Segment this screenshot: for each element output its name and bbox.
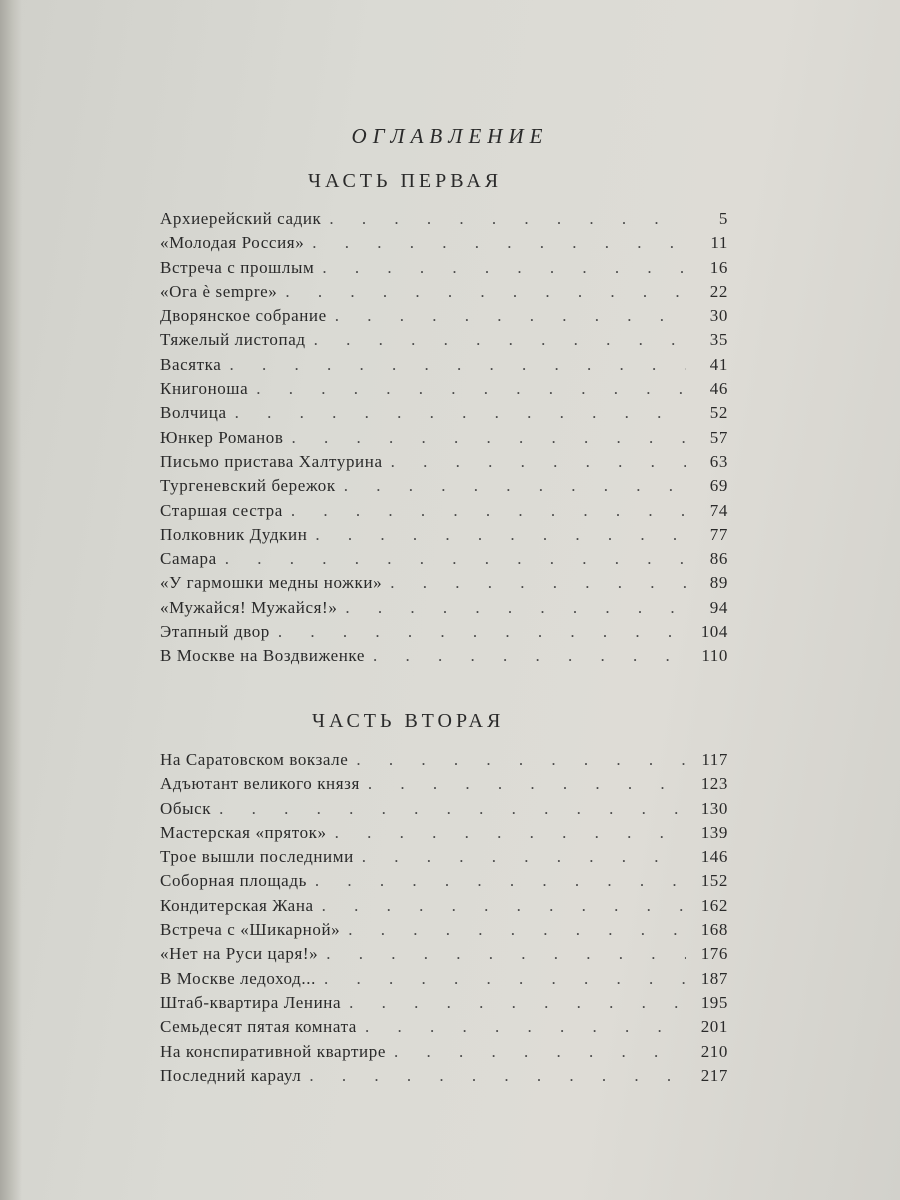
toc-entry-title: Адъютант великого князя: [160, 774, 360, 794]
toc-entry-title: Кондитерская Жана: [160, 895, 314, 915]
part-one-entries: [160, 209, 728, 671]
toc-entry: [160, 823, 728, 847]
toc-entry-page: 162: [700, 895, 728, 915]
part-two-title: ЧАСТЬ ВТОРАЯ: [312, 710, 505, 732]
toc-entry: [160, 774, 728, 798]
toc-entry-title: Письмо пристава Халтурина: [160, 451, 383, 471]
toc-entry: [160, 920, 728, 944]
toc-entry-page: 210: [700, 1041, 728, 1061]
toc-leader-dots: [390, 573, 686, 593]
toc-leader-dots: [335, 823, 686, 843]
toc-entry-page: 187: [700, 968, 728, 988]
toc-entry: [160, 403, 728, 427]
part-one-title: ЧАСТЬ ПЕРВАЯ: [308, 170, 503, 192]
toc-leader-dots: [373, 646, 686, 666]
toc-entry-title: «Нет на Руси царя!»: [160, 944, 319, 964]
toc-entry-title: Дворянское собрание: [160, 306, 327, 326]
toc-entry: [160, 330, 728, 354]
toc-entry: [160, 306, 728, 330]
toc-leader-dots: [278, 622, 686, 642]
toc-entry-title: Самара: [160, 549, 217, 569]
toc-leader-dots: [322, 258, 686, 278]
toc-entry-title: Встреча с «Шикарной»: [160, 920, 341, 940]
toc-leader-dots: [368, 774, 686, 794]
toc-leader-dots: [225, 549, 686, 569]
toc-leader-dots: [256, 379, 686, 399]
toc-leader-dots: [315, 525, 686, 545]
toc-entry: [160, 799, 728, 823]
toc-entry-title: Архиерейский садик: [160, 209, 322, 228]
toc-entry-page: 94: [709, 597, 728, 617]
toc-entry: [160, 847, 728, 871]
toc-leader-dots: [235, 403, 686, 423]
toc-leader-dots: [322, 896, 686, 916]
toc-entry: [160, 1066, 728, 1090]
toc-entry-title: В Москве на Воздвиженке: [160, 646, 365, 666]
toc-leader-dots: [348, 920, 686, 940]
toc-entry-page: 11: [710, 233, 728, 253]
toc-entry-page: 74: [709, 500, 728, 520]
toc-entry-title: Полковник Дудкин: [160, 524, 308, 544]
toc-entry-page: 30: [709, 306, 728, 326]
toc-leader-dots: [345, 598, 686, 618]
toc-leader-dots: [292, 428, 686, 448]
toc-leader-dots: [326, 944, 686, 964]
toc-entry: [160, 1017, 728, 1041]
toc-entry-page: 52: [709, 403, 728, 423]
toc-entry: [160, 871, 728, 895]
toc-entry: [160, 944, 728, 968]
toc-entry-title: На Саратовском вокзале: [160, 750, 349, 769]
toc-leader-dots: [219, 799, 686, 819]
toc-entry-page: 110: [701, 646, 728, 666]
toc-entry-page: 22: [709, 281, 728, 301]
toc-entry-title: Старшая сестра: [160, 500, 283, 520]
toc-entry-page: 146: [700, 847, 728, 867]
toc-leader-dots: [365, 1017, 686, 1037]
toc-entry-title: В Москве ледоход...: [160, 968, 316, 988]
toc-entry: [160, 233, 728, 257]
toc-leader-dots: [309, 1066, 686, 1086]
toc-leader-dots: [356, 750, 686, 770]
toc-leader-dots: [314, 330, 686, 350]
toc-leader-dots: [344, 476, 686, 496]
toc-entry-title: Последний караул: [160, 1065, 302, 1085]
toc-entry: [160, 282, 728, 306]
toc-entry: [160, 501, 728, 525]
toc-entry-page: 77: [709, 524, 728, 544]
toc-leader-dots: [229, 355, 686, 375]
toc-entry: [160, 969, 728, 993]
toc-entry: [160, 452, 728, 476]
toc-entry: [160, 428, 728, 452]
toc-entry-page: 16: [709, 257, 728, 277]
toc-leader-dots: [291, 501, 686, 521]
toc-entry-page: 89: [709, 573, 728, 593]
toc-entry-title: «Ога è sempre»: [160, 281, 278, 301]
toc-entry-page: 117: [701, 750, 728, 769]
toc-entry: [160, 549, 728, 573]
toc-entry-page: 139: [700, 822, 728, 842]
toc-entry-title: Семьдесят пятая комната: [160, 1017, 357, 1037]
toc-entry-page: 201: [700, 1017, 728, 1037]
toc-entry-page: 217: [700, 1065, 728, 1085]
toc-entry-page: 63: [709, 451, 728, 471]
toc-entry-page: 130: [700, 798, 728, 818]
toc-entry: [160, 573, 728, 597]
toc-leader-dots: [362, 847, 686, 867]
toc-entry-title: На конспиративной квартире: [160, 1041, 386, 1061]
toc-entry: [160, 896, 728, 920]
toc-leader-dots: [324, 969, 686, 989]
toc-entry: [160, 1042, 728, 1066]
toc-entry: [160, 598, 728, 622]
toc-heading: ОГЛАВЛЕНИЕ: [351, 124, 549, 148]
toc-entry: [160, 622, 728, 646]
toc-entry-page: 46: [709, 379, 728, 399]
toc-entry-title: Юнкер Романов: [160, 427, 284, 447]
toc-entry-title: Тургеневский бережок: [160, 476, 336, 496]
toc-entry: [160, 355, 728, 379]
toc-entry: [160, 379, 728, 403]
toc-entry-page: 152: [700, 871, 728, 891]
toc-leader-dots: [315, 871, 686, 891]
toc-entry-title: «Молодая Россия»: [160, 233, 305, 253]
part-two-entries: [160, 750, 728, 1090]
toc-entry-page: 104: [700, 622, 728, 642]
toc-entry: [160, 258, 728, 282]
toc-leader-dots: [312, 233, 686, 253]
toc-entry-page: 123: [700, 774, 728, 794]
toc-entry: [160, 750, 728, 774]
toc-entry-page: 176: [700, 944, 728, 964]
toc-entry-page: 35: [709, 330, 728, 350]
toc-leader-dots: [391, 452, 686, 472]
toc-entry-title: Трое вышли последними: [160, 847, 354, 867]
toc-entry-title: Книгоноша: [160, 379, 249, 399]
toc-entry: [160, 476, 728, 500]
toc-entry: [160, 993, 728, 1017]
toc-entry-page: 168: [700, 920, 728, 940]
toc-entry-title: Этапный двор: [160, 622, 270, 642]
page-edge-shadow: [0, 0, 22, 1200]
toc-entry-title: «У гармошки медны ножки»: [160, 573, 383, 593]
toc-leader-dots: [349, 993, 686, 1013]
toc-entry-page: 195: [700, 992, 728, 1012]
toc-entry-page: 5: [718, 209, 728, 228]
toc-leader-dots: [335, 306, 686, 326]
toc-entry: [160, 525, 728, 549]
toc-entry-title: Мастерская «пряток»: [160, 822, 327, 842]
toc-entry-title: «Мужайся! Мужайся!»: [160, 597, 338, 617]
toc-entry-title: Штаб-квартира Ленина: [160, 992, 342, 1012]
toc-entry-title: Обыск: [160, 798, 212, 818]
toc-entry-page: 41: [709, 354, 728, 374]
toc-entry-title: Встреча с прошлым: [160, 257, 315, 277]
toc-entry-page: 86: [709, 549, 728, 569]
toc-leader-dots: [285, 282, 686, 302]
toc-entry: [160, 209, 728, 233]
toc-entry-title: Волчица: [160, 403, 227, 423]
toc-entry-title: Васятка: [160, 354, 222, 374]
toc-entry: [160, 646, 728, 670]
toc-leader-dots: [394, 1042, 686, 1062]
toc-leader-dots: [329, 209, 686, 229]
toc-entry-title: Соборная площадь: [160, 871, 307, 891]
toc-entry-page: 69: [709, 476, 728, 496]
toc-entry-title: Тяжелый листопад: [160, 330, 306, 350]
toc-entry-page: 57: [709, 427, 728, 447]
